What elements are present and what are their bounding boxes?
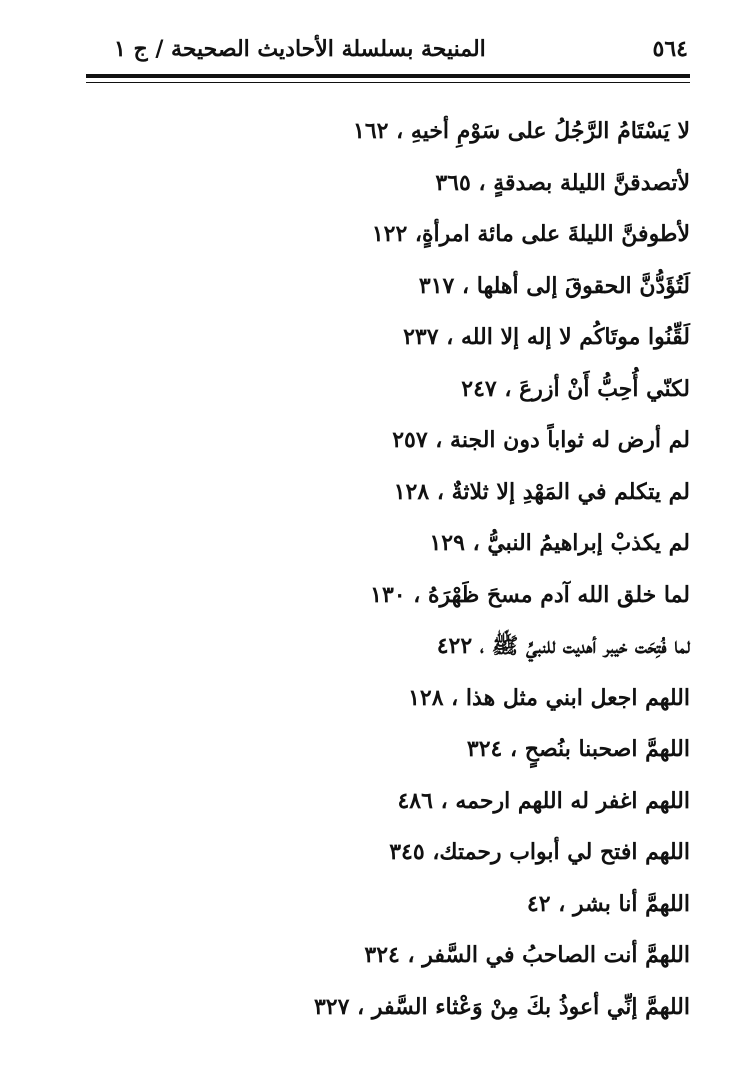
index-entry: لم أرض له ثواباً دون الجنة ، ٢٥٧ [392,427,690,453]
index-entry: لما خلق الله آدم مسحَ ظَهْرَهُ ، ١٣٠ [370,581,690,608]
index-entry: لم يتكلم في المَهْدِ إلا ثلاثةٌ ، ١٢٨ [393,478,690,505]
page-number: ٥٦٤ [652,36,688,62]
index-entry: اللهمَّ اصحبنا بنُصحٍ ، ٣٢٤ [466,736,690,762]
index-entry: لم يكذبْ إبراهيمُ النبيُّ ، ١٢٩ [429,530,690,556]
index-entry: اللهم افتح لي أبواب رحمتك، ٣٤٥ [389,839,690,865]
index-entry: لَتُؤَدُّنَّ الحقوقَ إلى أهلها ، ٣١٧ [418,272,690,299]
index-entry: اللهم اجعل ابني مثل هذا ، ١٢٨ [408,684,690,711]
index-entry: لأطوفنَّ الليلةَ على مائة امرأةٍ، ١٢٢ [371,221,690,247]
hadith-index-list [313,107,690,1034]
index-entry: لكنّي أُحِبُّ أَنْ أزرعَ ، ٢٤٧ [461,375,690,402]
index-entry: لأتصدقنَّ الليلة بصدقةٍ ، ٣٦٥ [435,169,690,196]
page-header [86,32,688,72]
index-entry: لما فُتِحَت خيبر أهديت للنبيِّ ﷺ ، ٤٢٢ [436,633,690,659]
header-rule-thick [86,74,690,78]
index-entry: اللهمَّ إنِّي أعوذُ بكَ مِنْ وَعْثاء السَّفر ، ٣٢٧ [313,993,690,1020]
running-title: المنيحة بسلسلة الأحاديث الصحيحة / ج ١ [114,36,486,62]
index-entry: اللهم اغفر له اللهم ارحمه ، ٤٨٦ [397,787,690,814]
index-entry: اللهمَّ أنت الصاحبُ في السَّفر ، ٣٢٤ [364,942,690,968]
index-entry: لَقِّنُوا موتَاكُم لا إله إلا الله ، ٢٣٧ [403,324,690,350]
header-rule-thin [86,82,690,83]
index-entry: اللهمَّ أنا بشر ، ٤٢ [526,890,690,917]
index-entry: لا يَسْتَامُ الرَّجُلُ على سَوْمِ أخيهِ ، ١٦٢ [353,118,690,144]
